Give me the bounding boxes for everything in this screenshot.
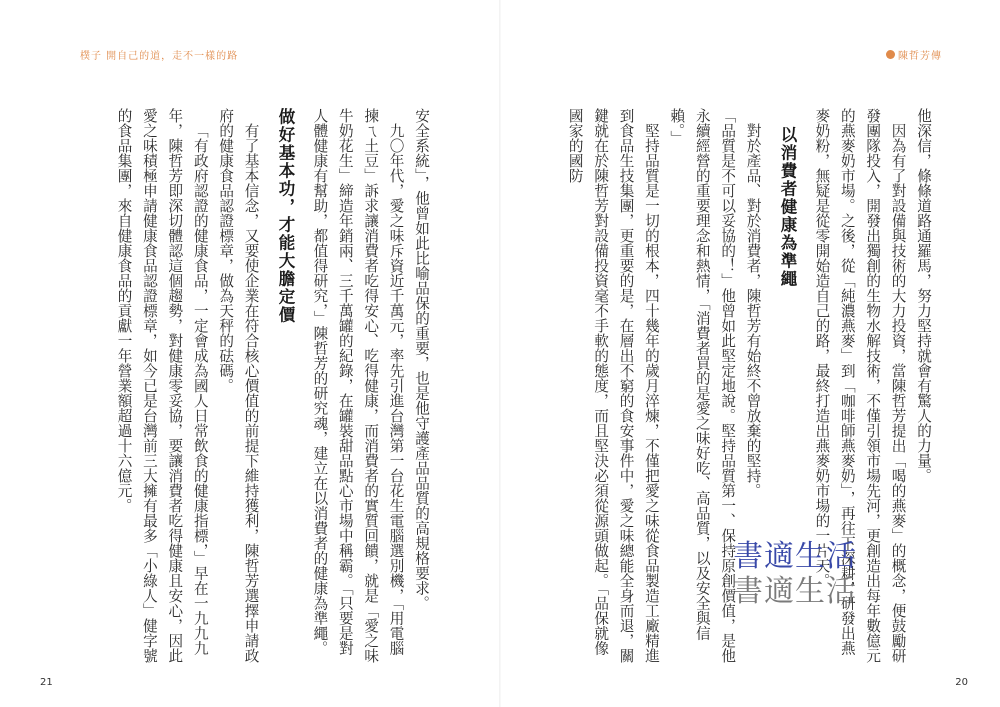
running-head-left: 樸子 開自己的道，走不一樣的路	[80, 51, 239, 62]
section-heading: 做好基本功，才能大膽定價	[275, 108, 295, 324]
watermark-text: 書適生活	[733, 539, 857, 574]
page-number-left: 21	[40, 677, 53, 688]
book-spine	[499, 0, 501, 707]
paragraph: 有了基本信念，又要使企業在符合核心價值的前提下維持獲利，陳哲芳選擇申請政府的健康食品認證標章，做為天秤的砝碼。	[217, 108, 260, 663]
paragraph: 「有政府認證的健康食品，一定會成為國人日常飲食的健康指標，」早在一九九九年，陳哲芳即深切體認這個趨勢，對健康零妥協，要讓消費者吃得健康且安心，因此愛之味積極申請健康食品認證標章，如今已是台灣前三大擁有最多「小綠人」健字號的食品集團，來自健康食品的貢獻一年營業額超過十六億元。	[115, 108, 209, 663]
section-heading: 以消費者健康為準繩	[777, 126, 797, 288]
running-head-right-text: 陳哲芳傳	[898, 51, 942, 62]
paragraph: 安全系統」，他曾如此比喻品保的重要，也是他守護產品品質的高規格要求。	[413, 108, 430, 611]
paragraph: 堅持品質是一切的根本，四十幾年的歲月淬煉，不僅把愛之味從食品製造工廠精進到食品生技集團，更重要的是，在層出不窮的食安事件中，愛之味總能全身而退，關鍵就在於陳哲芳對設備投資毫不手軟的態度，而且堅決必須從源頭做起。「品保就像國家的國防	[566, 108, 660, 663]
paragraph: 因為有了對設備與技術的大力投資，當陳哲芳提出「喝的燕麥」的概念，便鼓勵研發團隊投入，開發出獨創的生物水解技術，不僅引領市場先河，更創造出每年數億元的燕麥奶市場。之後，從「純濃燕麥」到「咖啡師燕麥奶」，再往下深耕，研發出燕麥奶粉，無疑是從零開始造自己的路，最終打造出燕麥奶市場的一片天。	[813, 108, 907, 663]
running-head-right	[886, 47, 942, 62]
watermark-text: 書適生活	[733, 574, 857, 609]
paragraph: 九〇年代，愛之味斥資近千萬元，率先引進台灣第一台花生電腦選別機，「用電腦揀ㄟ土豆」訴求讓消費者吃得安心、吃得健康，而消費者的實質回饋，就是「愛之味牛奶花生」締造年銷兩、三千萬罐的紀錄，在罐裝甜品點心市場中稱霸。「只要是對人體健康有幫助，都值得研究，」陳哲芳的研究魂，建立在以消費者的健康為準繩。	[311, 108, 405, 663]
paragraph: 「品質是不可以妥協的！」他曾如此堅定地說。堅持品質第一、保持原創價值，是他永續經營的重要理念和熱情，「消費者買的是愛之味好吃、高品質，以及安全與信賴。」	[668, 108, 737, 663]
paragraph: 對於產品、對於消費者，陳哲芳有始終不曾放棄的堅持。	[744, 122, 762, 498]
page-number-right: 20	[955, 677, 968, 688]
paragraph: 他深信，條條道路通羅馬，努力堅持就會有驚人的力量。	[915, 108, 932, 483]
bullet-dot-icon	[886, 50, 895, 59]
left-page-text	[64, 108, 434, 668]
